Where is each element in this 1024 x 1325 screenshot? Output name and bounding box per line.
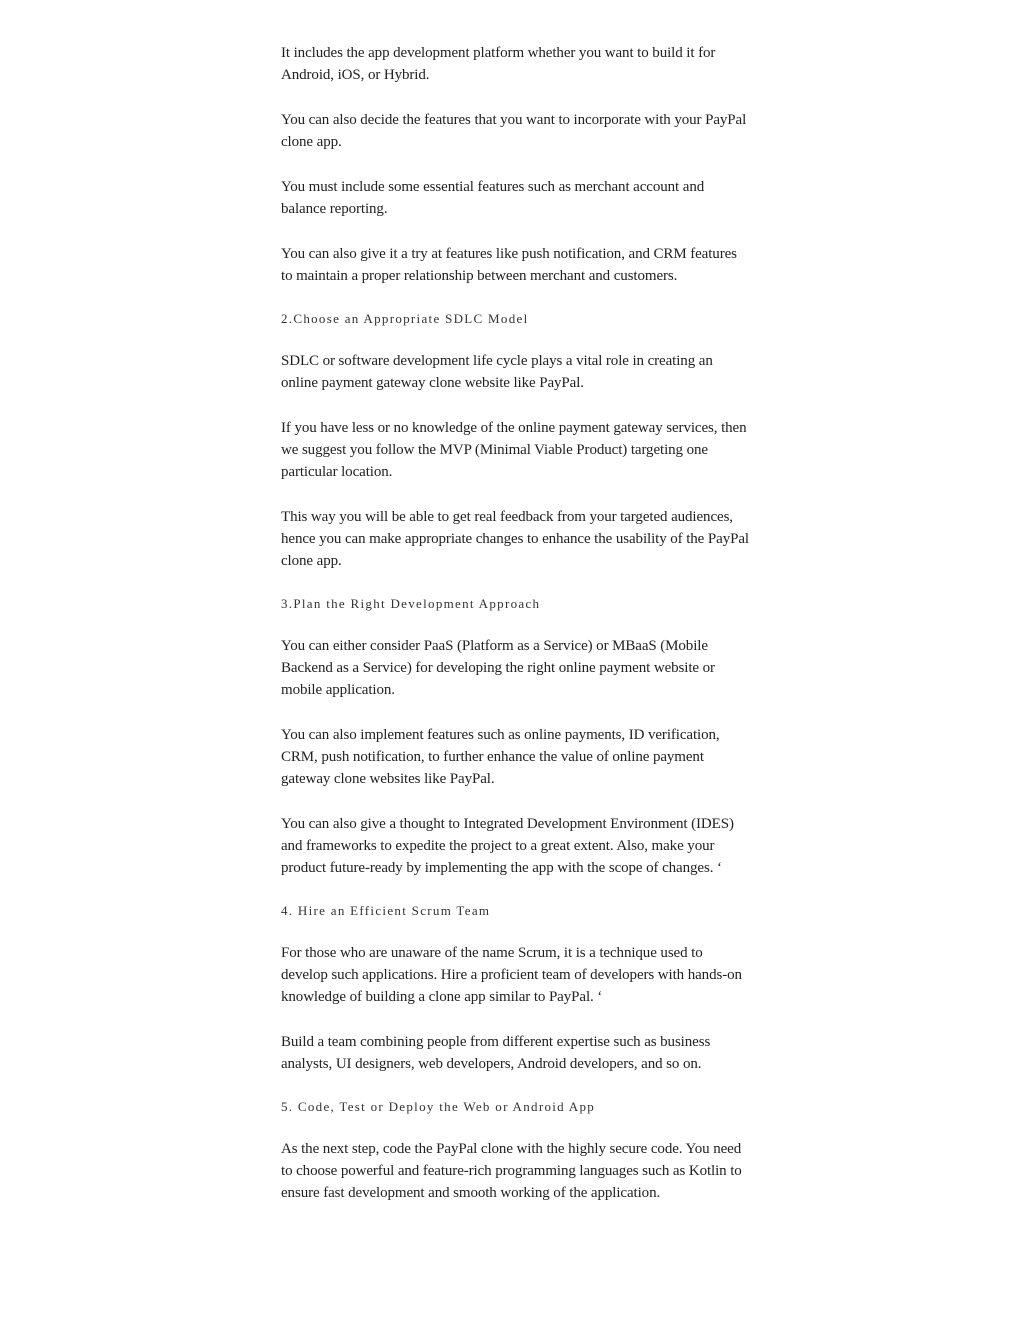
paragraph-code: As the next step, code the PayPal clone with the highly secure code. You need to choose powerful and feature-rich programming languages such as Kotlin to ensure fast development and smooth working of the application. bbox=[281, 1141, 742, 1201]
heading-development-approach: 3.Plan the Right Development Approach bbox=[281, 596, 541, 611]
paragraph-paas-mbaas: You can either consider PaaS (Platform as a Service) or MBaaS (Mobile Backend as a Service) for developing the right online payment website or mobile application. bbox=[281, 638, 715, 698]
paragraph-feedback: This way you will be able to get real feedback from your targeted audiences, hence you can make appropriate changes to enhance the usability of the PayPal clone app. bbox=[281, 509, 749, 569]
paragraph-essential-features: You must include some essential features such as merchant account and balance reporting. bbox=[281, 179, 705, 217]
heading-sdlc-model: 2.Choose an Appropriate SDLC Model bbox=[281, 311, 529, 326]
paragraph-build-team: Build a team combining people from different expertise such as business analysts, UI designers, web developers, Android developers, and so on. bbox=[281, 1034, 711, 1072]
paragraph-mvp: If you have less or no knowledge of the online payment gateway services, then we suggest you follow the MVP (Minimal Viable Product) targeting one particular location. bbox=[281, 420, 747, 480]
paragraph-ide-frameworks: You can also give a thought to Integrated Development Environment (IDES) and frameworks to expedite the project to a great extent. Also, make your product future-ready by implementing the app with the scope of changes. ‘ bbox=[281, 816, 734, 876]
paragraph-scrum: For those who are unaware of the name Scrum, it is a technique used to develop such applications. Hire a proficient team of developers with hands-on knowledge of building a clone app similar to PayPal. ‘ bbox=[281, 945, 742, 1005]
paragraph-push-crm: You can also give it a try at features like push notification, and CRM features to maintain a proper relationship between merchant and customers. bbox=[281, 246, 737, 284]
heading-scrum-team: 4. Hire an Efficient Scrum Team bbox=[281, 903, 491, 918]
paragraph-implement-features: You can also implement features such as online payments, ID verification, CRM, push notification, to further enhance the value of online payment gateway clone websites like PayPal. bbox=[281, 727, 720, 787]
heading-code-test-deploy: 5. Code, Test or Deploy the Web or Android App bbox=[281, 1099, 596, 1114]
document-page bbox=[281, 42, 751, 1227]
paragraph-features: You can also decide the features that you want to incorporate with your PayPal clone app. bbox=[281, 112, 747, 150]
paragraph-sdlc: SDLC or software development life cycle plays a vital role in creating an online payment gateway clone website like PayPal. bbox=[281, 353, 713, 391]
paragraph-platform: It includes the app development platform whether you want to build it for Android, iOS, or Hybrid. bbox=[281, 45, 716, 83]
